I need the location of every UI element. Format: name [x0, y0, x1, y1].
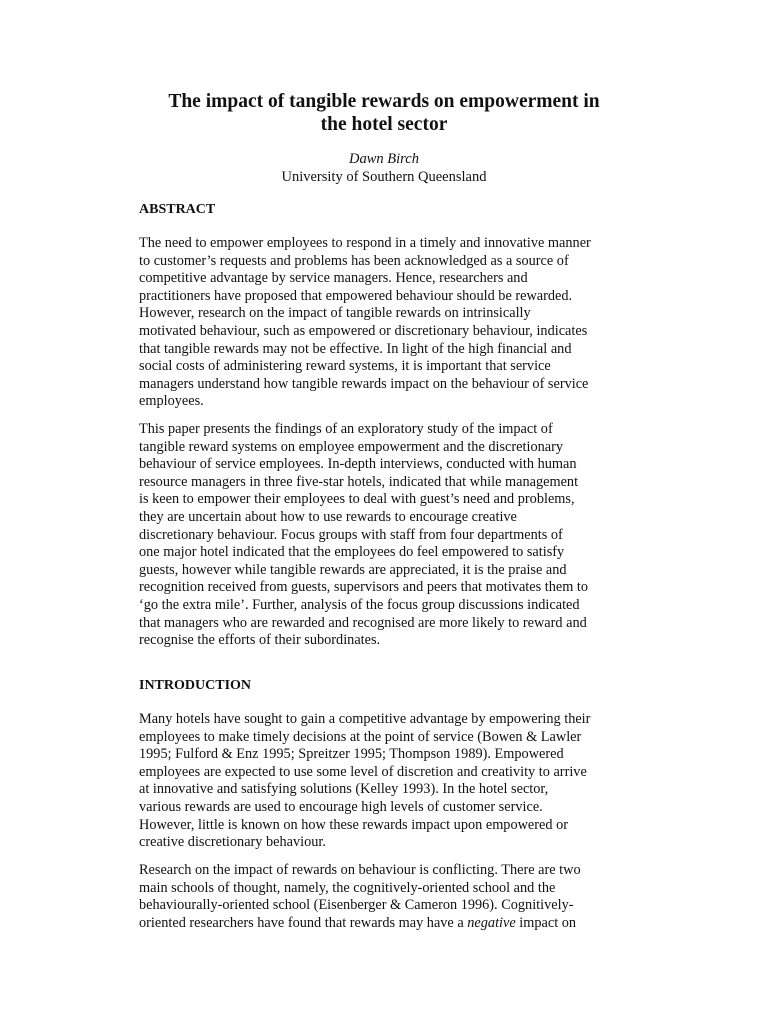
text-line: main schools of thought, namely, the cognitively-oriented school and the	[139, 879, 556, 896]
title-line: the hotel sector	[320, 114, 448, 135]
introduction-paragraph-2	[139, 862, 639, 932]
text-line: creative discretionary behaviour.	[139, 834, 326, 851]
abstract-paragraph-2	[139, 421, 639, 650]
emphasis-text: negative	[467, 914, 516, 931]
abstract-paragraph-1	[139, 235, 639, 411]
text-line: employees to make timely decisions at the point of service (Bowen & Lawler	[139, 728, 582, 745]
text-line: behaviour of service employees. In-depth interviews, conducted with human	[139, 456, 577, 473]
text-line: However, research on the impact of tangible rewards on intrinsically	[139, 305, 531, 322]
abstract-heading: ABSTRACT	[139, 202, 216, 217]
text-line: social costs of administering reward systems, it is important that service	[139, 358, 551, 375]
text-line: guests, however while tangible rewards are appreciated, it is the praise and	[139, 561, 567, 578]
text-line: Research on the impact of rewards on behaviour is conflicting. There are two	[139, 862, 581, 878]
title-line: The impact of tangible rewards on empowerment in	[168, 91, 600, 112]
text-run: oriented researchers have found that rewards may have a	[139, 914, 468, 931]
text-line: behaviourally-oriented school (Eisenberger & Cameron 1996). Cognitively-	[139, 897, 574, 914]
text-line: employees.	[139, 393, 204, 410]
text-line	[139, 915, 639, 933]
text-line: practitioners have proposed that empowered behaviour should be rewarded.	[139, 287, 573, 304]
text-line: that tangible rewards may not be effective. In light of the high financial and	[139, 340, 572, 357]
author-name: Dawn Birch	[349, 151, 419, 167]
text-line: motivated behaviour, such as empowered or discretionary behaviour, indicates	[139, 322, 588, 339]
text-line: resource managers in three five-star hotels, indicated that while management	[139, 473, 579, 490]
text-run: impact on	[515, 914, 577, 931]
text-line: Many hotels have sought to gain a competitive advantage by empowering their	[139, 711, 591, 727]
text-line: they are uncertain about how to use rewards to encourage creative	[139, 508, 517, 525]
text-line: 1995; Fulford & Enz 1995; Spreitzer 1995; Thompson 1989). Empowered	[139, 746, 564, 763]
text-line: to customer’s requests and problems has been acknowledged as a source of	[139, 252, 569, 269]
text-line: tangible reward systems on employee empowerment and the discretionary	[139, 438, 564, 455]
text-line: recognise the efforts of their subordinates.	[139, 632, 381, 649]
text-line: at innovative and satisfying solutions (Kelley 1993). In the hotel sector,	[139, 781, 549, 798]
text-line: recognition received from guests, supervisors and peers that motivates them to	[139, 579, 589, 596]
text-line: The need to empower employees to respond in a timely and innovative manner	[139, 235, 591, 251]
author-affiliation: University of Southern Queensland	[281, 169, 487, 185]
text-line: discretionary behaviour. Focus groups with staff from four departments of	[139, 526, 563, 543]
text-line: one major hotel indicated that the employees do feel empowered to satisfy	[139, 544, 565, 561]
paper-title	[120, 90, 648, 136]
introduction-heading: INTRODUCTION	[139, 678, 252, 693]
text-line: ‘go the extra mile’. Further, analysis of the focus group discussions indicated	[139, 596, 580, 613]
text-line: managers understand how tangible rewards impact on the behaviour of service	[139, 375, 589, 392]
text-line: However, little is known on how these rewards impact upon empowered or	[139, 816, 569, 833]
introduction-paragraph-1	[139, 711, 639, 852]
text-line: various rewards are used to encourage high levels of customer service.	[139, 798, 543, 815]
text-line: This paper presents the findings of an exploratory study of the impact of	[139, 421, 553, 437]
text-line: is keen to empower their employees to deal with guest’s need and problems,	[139, 491, 575, 508]
text-line: employees are expected to use some level of discretion and creativity to arrive	[139, 763, 587, 780]
text-line: that managers who are rewarded and recognised are more likely to reward and	[139, 614, 587, 631]
text-line: competitive advantage by service managers. Hence, researchers and	[139, 270, 528, 287]
